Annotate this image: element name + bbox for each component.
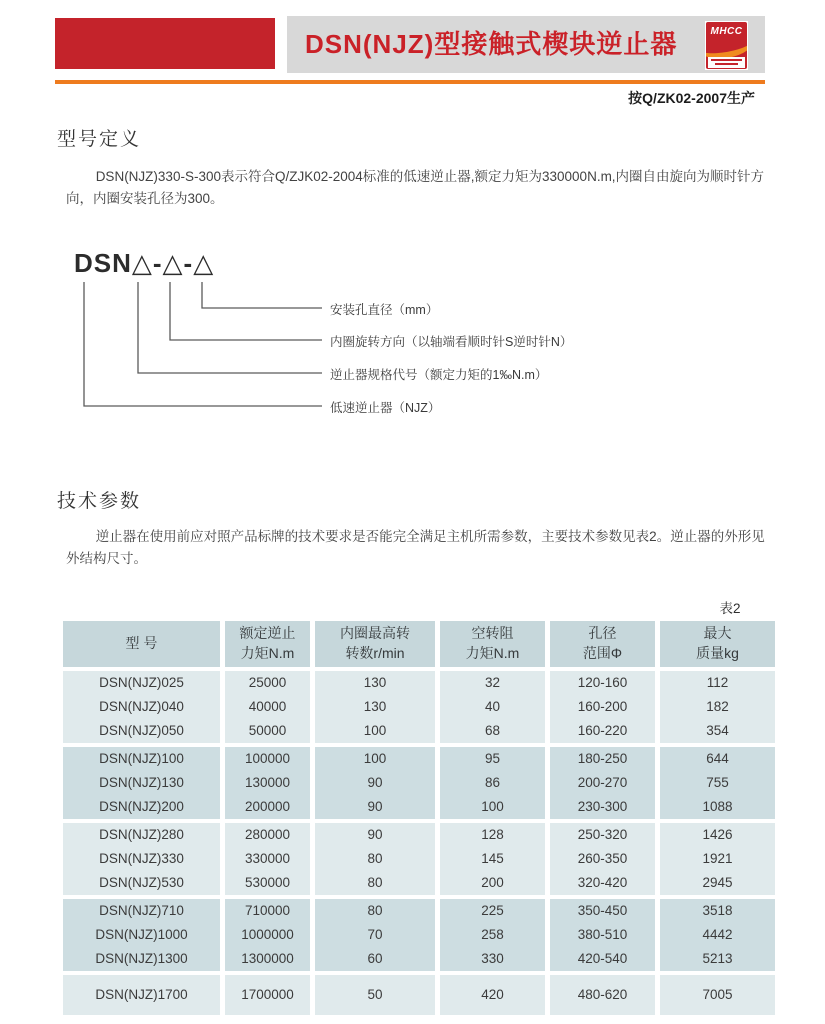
param-value: 130 bbox=[363, 699, 387, 714]
table-cell bbox=[660, 747, 775, 819]
param-value: 755 bbox=[706, 775, 729, 790]
table-group-row bbox=[63, 899, 775, 971]
table-header-cell: 空转阻 力矩N.m bbox=[440, 621, 545, 667]
model-definition-heading: 型号定义 bbox=[57, 129, 142, 150]
param-value: 182 bbox=[706, 699, 729, 714]
table-cell bbox=[550, 747, 655, 819]
table-number-label: 表2 bbox=[719, 601, 741, 616]
param-value: 1426 bbox=[702, 827, 733, 842]
param-value: 644 bbox=[706, 751, 729, 766]
param-value: 112 bbox=[706, 675, 729, 690]
model-name: DSN(NJZ)530 bbox=[99, 875, 184, 890]
title-banner bbox=[287, 16, 765, 73]
page-title: DSN(NJZ)型接触式楔块逆止器 bbox=[305, 29, 678, 59]
certification-badge bbox=[705, 21, 748, 70]
param-value: 380-510 bbox=[577, 927, 628, 942]
table-header-cell: 型 号 bbox=[63, 621, 220, 667]
param-value: 280000 bbox=[244, 827, 291, 842]
table-header-cell: 最大 质量kg bbox=[660, 621, 775, 667]
table-cell bbox=[63, 975, 220, 1015]
param-value: 530000 bbox=[244, 875, 291, 890]
param-value: 80 bbox=[367, 903, 383, 918]
table-cell bbox=[440, 823, 545, 895]
table-cell bbox=[660, 899, 775, 971]
param-value: 95 bbox=[484, 751, 501, 766]
param-value: 180-250 bbox=[577, 751, 628, 766]
model-code-diagram bbox=[60, 248, 700, 428]
param-value: 250-320 bbox=[577, 827, 628, 842]
param-value: 230-300 bbox=[577, 799, 628, 814]
param-value: 130 bbox=[363, 675, 387, 690]
table-cell bbox=[225, 899, 310, 971]
param-value: 100 bbox=[363, 723, 387, 738]
param-value: 200 bbox=[481, 875, 504, 890]
certification-badge-icon bbox=[706, 22, 747, 69]
param-value: 350-450 bbox=[577, 903, 628, 918]
table-header-cell: 内圈最高转 转数r/min bbox=[315, 621, 435, 667]
table-cell bbox=[225, 747, 310, 819]
params-table bbox=[63, 621, 775, 1015]
model-name: DSN(NJZ)280 bbox=[99, 827, 184, 842]
model-name: DSN(NJZ)130 bbox=[99, 775, 184, 790]
param-value: 1700000 bbox=[241, 987, 294, 1002]
param-value: 80 bbox=[367, 875, 383, 890]
model-name: DSN(NJZ)1000 bbox=[95, 927, 188, 942]
production-standard-note: 按Q/ZK02-2007生产 bbox=[628, 90, 755, 106]
table-cell bbox=[63, 823, 220, 895]
table-cell bbox=[440, 747, 545, 819]
table-cell bbox=[63, 671, 220, 743]
model-name: DSN(NJZ)1300 bbox=[95, 951, 188, 966]
table-cell bbox=[440, 899, 545, 971]
model-code: DSN△-△-△ bbox=[74, 248, 215, 278]
param-value: 354 bbox=[706, 723, 729, 738]
table-body bbox=[63, 671, 775, 1015]
param-value: 4442 bbox=[702, 927, 733, 942]
param-value: 3518 bbox=[702, 903, 733, 918]
table-cell bbox=[660, 975, 775, 1015]
param-value: 100 bbox=[481, 799, 504, 814]
model-name: DSN(NJZ)050 bbox=[99, 723, 184, 738]
table-cell bbox=[63, 747, 220, 819]
table-cell bbox=[550, 671, 655, 743]
table-cell bbox=[440, 671, 545, 743]
param-value: 1000000 bbox=[241, 927, 294, 942]
param-value: 50000 bbox=[248, 723, 287, 738]
param-value: 68 bbox=[484, 723, 501, 738]
table-group-row bbox=[63, 671, 775, 743]
table-cell bbox=[550, 823, 655, 895]
param-value: 60 bbox=[367, 951, 383, 966]
param-value: 225 bbox=[481, 903, 504, 918]
param-value: 1088 bbox=[702, 799, 733, 814]
model-name: DSN(NJZ)100 bbox=[99, 751, 184, 766]
param-value: 160-220 bbox=[577, 723, 628, 738]
param-value: 320-420 bbox=[577, 875, 628, 890]
table-header-cell: 额定逆止 力矩N.m bbox=[225, 621, 310, 667]
param-value: 86 bbox=[484, 775, 501, 790]
table-cell bbox=[440, 975, 545, 1015]
param-value: 32 bbox=[484, 675, 501, 690]
table-group-row bbox=[63, 975, 775, 1015]
table-cell bbox=[315, 899, 435, 971]
table-cell bbox=[225, 823, 310, 895]
param-value: 100 bbox=[363, 751, 387, 766]
badge-text: MHCC bbox=[710, 26, 743, 37]
param-value: 90 bbox=[367, 827, 383, 842]
header-divider bbox=[55, 80, 765, 84]
param-value: 50 bbox=[367, 987, 383, 1002]
param-value: 1921 bbox=[702, 851, 733, 866]
param-value: 5213 bbox=[702, 951, 733, 966]
model-name: DSN(NJZ)200 bbox=[99, 799, 184, 814]
param-value: 128 bbox=[481, 827, 504, 842]
diagram-label-low-speed-backstop: 低速逆止器（NJZ） bbox=[330, 401, 441, 415]
table-cell bbox=[315, 747, 435, 819]
param-value: 330 bbox=[481, 951, 504, 966]
param-value: 40 bbox=[484, 699, 501, 714]
model-definition-paragraph: DSN(NJZ)330-S-300表示符合Q/ZJK02-2004标准的低速逆止器,额定力矩为330000N.m,内圈自由旋向为顺时针方向，内圈安装孔径为300。 bbox=[66, 169, 765, 207]
param-value: 710000 bbox=[244, 903, 291, 918]
table-cell bbox=[550, 899, 655, 971]
table-cell bbox=[225, 975, 310, 1015]
table-cell bbox=[660, 671, 775, 743]
param-value: 120-160 bbox=[577, 675, 628, 690]
tech-params-heading: 技术参数 bbox=[57, 491, 142, 512]
model-name: DSN(NJZ)025 bbox=[99, 675, 184, 690]
table-cell bbox=[315, 671, 435, 743]
table-group-row bbox=[63, 747, 775, 819]
table-cell bbox=[660, 823, 775, 895]
table-cell bbox=[63, 899, 220, 971]
model-name: DSN(NJZ)330 bbox=[99, 851, 184, 866]
diagram-label-hole-diameter: 安装孔直径（mm） bbox=[330, 303, 439, 317]
param-value: 2945 bbox=[702, 875, 733, 890]
brand-logo-block bbox=[55, 18, 275, 69]
param-value: 200-270 bbox=[577, 775, 628, 790]
param-value: 25000 bbox=[248, 675, 287, 690]
param-value: 420 bbox=[481, 987, 504, 1002]
model-name: DSN(NJZ)040 bbox=[99, 699, 184, 714]
param-value: 260-350 bbox=[577, 851, 628, 866]
model-name: DSN(NJZ)1700 bbox=[95, 987, 188, 1002]
param-value: 330000 bbox=[244, 851, 291, 866]
param-value: 40000 bbox=[248, 699, 287, 714]
tech-params-paragraph: 逆止器在使用前应对照产品标牌的技术要求是否能完全满足主机所需参数，主要技术参数见表2。逆止器的外形见外结构尺寸。 bbox=[66, 529, 765, 567]
param-value: 200000 bbox=[244, 799, 291, 814]
param-value: 70 bbox=[367, 927, 383, 942]
table-cell bbox=[550, 975, 655, 1015]
param-value: 100000 bbox=[244, 751, 291, 766]
badge-footer bbox=[708, 57, 745, 68]
param-value: 1300000 bbox=[241, 951, 294, 966]
table-header-cell: 孔径 范围Φ bbox=[550, 621, 655, 667]
diagram-label-rotation-direction: 内圈旋转方向（以轴端看顺时针S逆时针N） bbox=[330, 335, 573, 349]
table-cell bbox=[315, 823, 435, 895]
param-value: 80 bbox=[367, 851, 383, 866]
param-value: 160-200 bbox=[577, 699, 628, 714]
table-cell bbox=[315, 975, 435, 1015]
param-value: 130000 bbox=[244, 775, 291, 790]
table-group-row bbox=[63, 823, 775, 895]
model-name: DSN(NJZ)710 bbox=[99, 903, 184, 918]
diagram-label-spec-code: 逆止器规格代号（额定力矩的1‰N.m） bbox=[330, 368, 548, 382]
param-value: 480-620 bbox=[577, 987, 628, 1002]
param-value: 90 bbox=[367, 775, 383, 790]
table-cell bbox=[225, 671, 310, 743]
param-value: 420-540 bbox=[577, 951, 628, 966]
param-value: 7005 bbox=[702, 987, 733, 1002]
table-header-row bbox=[63, 621, 775, 667]
param-value: 145 bbox=[481, 851, 504, 866]
param-value: 258 bbox=[481, 927, 504, 942]
param-value: 90 bbox=[367, 799, 383, 814]
